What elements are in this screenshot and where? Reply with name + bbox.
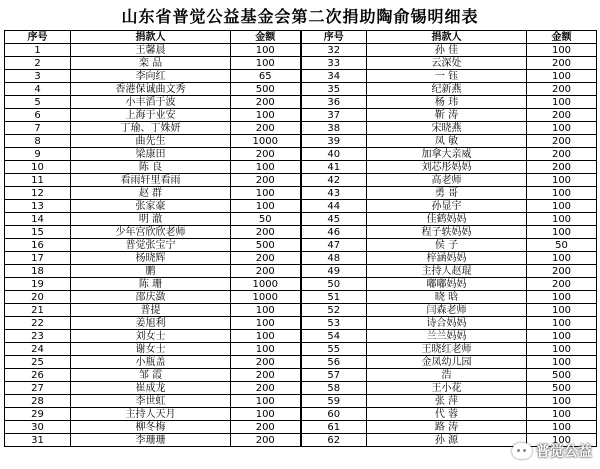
table-row — [5, 265, 597, 278]
cell-name: 上海于业安 — [71, 109, 231, 122]
cell-no: 62 — [301, 434, 367, 447]
table-row — [5, 44, 597, 57]
cell-no: 54 — [301, 330, 367, 343]
cell-no: 59 — [301, 395, 367, 408]
cell-amount: 100 — [231, 408, 301, 421]
cell-no: 28 — [5, 395, 71, 408]
cell-amount: 100 — [527, 44, 597, 57]
cell-name: 柳冬梅 — [71, 421, 231, 434]
cell-name: 浩 — [367, 369, 527, 382]
cell-name: 诗合妈妈 — [367, 317, 527, 330]
cell-name: 看雨轩里看雨 — [71, 174, 231, 187]
cell-name: 孙显宇 — [367, 200, 527, 213]
cell-no: 1 — [5, 44, 71, 57]
cell-name: 晓 晗 — [367, 291, 527, 304]
cell-name: 谢女士 — [71, 343, 231, 356]
cell-name: 路 涛 — [367, 421, 527, 434]
cell-no: 55 — [301, 343, 367, 356]
cell-amount: 100 — [527, 70, 597, 83]
cell-amount: 100 — [527, 226, 597, 239]
cell-amount: 100 — [231, 395, 301, 408]
cell-amount: 100 — [527, 317, 597, 330]
cell-amount: 200 — [527, 265, 597, 278]
cell-amount: 500 — [231, 239, 301, 252]
cell-amount: 100 — [527, 187, 597, 200]
cell-no: 15 — [5, 226, 71, 239]
table-row — [5, 291, 597, 304]
cell-amount: 100 — [527, 122, 597, 135]
cell-amount: 100 — [527, 395, 597, 408]
cell-no: 57 — [301, 369, 367, 382]
table-row — [5, 434, 597, 447]
table-row — [5, 226, 597, 239]
cell-name: 高老师 — [367, 174, 527, 187]
cell-no: 30 — [5, 421, 71, 434]
cell-amount: 100 — [231, 187, 301, 200]
cell-amount: 200 — [231, 96, 301, 109]
cell-no: 37 — [301, 109, 367, 122]
spreadsheet — [4, 4, 596, 466]
cell-amount: 200 — [231, 122, 301, 135]
cell-name: 栾 品 — [71, 57, 231, 70]
cell-amount: 200 — [527, 83, 597, 96]
cell-no: 3 — [5, 70, 71, 83]
cell-name: 嘟嘟妈妈 — [367, 278, 527, 291]
cell-no: 53 — [301, 317, 367, 330]
cell-no: 39 — [301, 135, 367, 148]
cell-amount: 200 — [527, 161, 597, 174]
cell-no: 43 — [301, 187, 367, 200]
cell-amount: 50 — [231, 213, 301, 226]
cell-amount: 100 — [527, 434, 597, 447]
cell-name: 杨晓辉 — [71, 252, 231, 265]
cell-name: 勇 哥 — [367, 187, 527, 200]
cell-name: 杨 玮 — [367, 96, 527, 109]
cell-amount: 100 — [527, 200, 597, 213]
cell-name: 刘女士 — [71, 330, 231, 343]
cell-name: 鹏 — [71, 265, 231, 278]
cell-no: 11 — [5, 174, 71, 187]
cell-amount: 1000 — [231, 278, 301, 291]
cell-name: 云深处 — [367, 57, 527, 70]
cell-name: 曲先生 — [71, 135, 231, 148]
cell-name: 梓涵妈妈 — [367, 252, 527, 265]
cell-no: 9 — [5, 148, 71, 161]
cell-no: 31 — [5, 434, 71, 447]
cell-name: 佳鹤妈妈 — [367, 213, 527, 226]
cell-name: 代 蓉 — [367, 408, 527, 421]
cell-name: 崔成龙 — [71, 382, 231, 395]
cell-name: 邵庆潋 — [71, 291, 231, 304]
cell-name: 金凤幼儿园 — [367, 356, 527, 369]
cell-amount: 100 — [527, 421, 597, 434]
cell-amount: 100 — [231, 161, 301, 174]
cell-no: 20 — [5, 291, 71, 304]
cell-no: 5 — [5, 96, 71, 109]
table-row — [5, 135, 597, 148]
cell-amount: 100 — [527, 96, 597, 109]
table-row — [5, 382, 597, 395]
cell-amount: 100 — [231, 304, 301, 317]
cell-amount: 100 — [527, 304, 597, 317]
cell-amount: 200 — [231, 252, 301, 265]
cell-amount: 100 — [231, 343, 301, 356]
cell-amount: 200 — [231, 356, 301, 369]
cell-name: 兰兰妈妈 — [367, 330, 527, 343]
cell-no: 40 — [301, 148, 367, 161]
table-row — [5, 200, 597, 213]
watermark-text: 普觉公益 — [536, 444, 592, 460]
cell-amount: 200 — [527, 135, 597, 148]
cell-no: 17 — [5, 252, 71, 265]
cell-name: 明 澈 — [71, 213, 231, 226]
cell-name: 主持人赵琨 — [367, 265, 527, 278]
header-amount: 金额 — [231, 31, 301, 44]
cell-amount: 1000 — [231, 291, 301, 304]
cell-amount: 200 — [231, 382, 301, 395]
cell-name: 一 钰 — [367, 70, 527, 83]
cell-name: 加拿大亲威 — [367, 148, 527, 161]
cell-name: 赵 群 — [71, 187, 231, 200]
cell-amount: 200 — [231, 369, 301, 382]
cell-no: 61 — [301, 421, 367, 434]
cell-no: 22 — [5, 317, 71, 330]
cell-no: 8 — [5, 135, 71, 148]
cell-no: 36 — [301, 96, 367, 109]
table-row — [5, 421, 597, 434]
cell-no: 25 — [5, 356, 71, 369]
cell-amount: 200 — [231, 226, 301, 239]
cell-no: 35 — [301, 83, 367, 96]
cell-no: 33 — [301, 57, 367, 70]
table-row — [5, 161, 597, 174]
cell-name: 凤 敏 — [367, 135, 527, 148]
cell-name: 程子轶妈妈 — [367, 226, 527, 239]
cell-name: 邹 霞 — [71, 369, 231, 382]
cell-no: 50 — [301, 278, 367, 291]
cell-amount: 100 — [527, 356, 597, 369]
cell-no: 6 — [5, 109, 71, 122]
table-row — [5, 109, 597, 122]
cell-amount: 500 — [527, 369, 597, 382]
cell-amount: 200 — [231, 265, 301, 278]
table-body — [5, 44, 597, 447]
table-row — [5, 174, 597, 187]
cell-amount: 100 — [527, 330, 597, 343]
cell-no: 42 — [301, 174, 367, 187]
cell-amount: 100 — [527, 252, 597, 265]
cell-name: 孙 源 — [367, 434, 527, 447]
table-row — [5, 408, 597, 421]
cell-amount: 100 — [527, 408, 597, 421]
cell-amount: 50 — [527, 239, 597, 252]
cell-amount: 100 — [231, 44, 301, 57]
cell-name: 张家豪 — [71, 200, 231, 213]
cell-amount: 100 — [527, 213, 597, 226]
table-row — [5, 213, 597, 226]
cell-no: 24 — [5, 343, 71, 356]
cell-name: 刘芯彤妈妈 — [367, 161, 527, 174]
table-row — [5, 330, 597, 343]
cell-no: 2 — [5, 57, 71, 70]
cell-name: 主持人天月 — [71, 408, 231, 421]
cell-no: 52 — [301, 304, 367, 317]
cell-name: 少年宫欣欣老师 — [71, 226, 231, 239]
cell-no: 47 — [301, 239, 367, 252]
table-row — [5, 356, 597, 369]
cell-no: 21 — [5, 304, 71, 317]
cell-no: 7 — [5, 122, 71, 135]
watermark — [512, 441, 592, 461]
header-row — [5, 31, 597, 44]
table-row — [5, 96, 597, 109]
table-row — [5, 83, 597, 96]
cell-amount: 100 — [527, 174, 597, 187]
cell-name: 香港保诚曲文秀 — [71, 83, 231, 96]
cell-no: 23 — [5, 330, 71, 343]
header-no: 序号 — [301, 31, 367, 44]
cell-no: 46 — [301, 226, 367, 239]
cell-name: 小瓶盖 — [71, 356, 231, 369]
header-name: 捐款人 — [71, 31, 231, 44]
cell-name: 梁康田 — [71, 148, 231, 161]
cell-name: 陈 珊 — [71, 278, 231, 291]
cell-no: 56 — [301, 356, 367, 369]
table-row — [5, 343, 597, 356]
cell-name: 宋晓燕 — [367, 122, 527, 135]
cell-amount: 200 — [231, 421, 301, 434]
cell-no: 58 — [301, 382, 367, 395]
cell-name: 王馨晨 — [71, 44, 231, 57]
table-row — [5, 187, 597, 200]
cell-no: 60 — [301, 408, 367, 421]
cell-no: 10 — [5, 161, 71, 174]
cell-name: 张 萍 — [367, 395, 527, 408]
cell-amount: 100 — [527, 343, 597, 356]
wechat-icon — [512, 443, 532, 459]
cell-amount: 200 — [231, 434, 301, 447]
cell-name: 李珊珊 — [71, 434, 231, 447]
table-title: 山东省普觉公益基金会第二次捐助陶俞锡明细表 — [121, 7, 479, 26]
cell-no: 51 — [301, 291, 367, 304]
cell-amount: 500 — [231, 83, 301, 96]
cell-amount: 65 — [231, 70, 301, 83]
cell-name: 普觉张宝宁 — [71, 239, 231, 252]
cell-amount: 200 — [527, 278, 597, 291]
cell-no: 27 — [5, 382, 71, 395]
cell-no: 19 — [5, 278, 71, 291]
cell-name: 姜旭利 — [71, 317, 231, 330]
table-row — [5, 70, 597, 83]
cell-name: 李向红 — [71, 70, 231, 83]
table-row — [5, 122, 597, 135]
cell-amount: 200 — [527, 109, 597, 122]
cell-name: 王晓红老师 — [367, 343, 527, 356]
cell-no: 34 — [301, 70, 367, 83]
cell-no: 41 — [301, 161, 367, 174]
cell-amount: 100 — [231, 317, 301, 330]
cell-no: 16 — [5, 239, 71, 252]
cell-name: 普提 — [71, 304, 231, 317]
cell-amount: 200 — [231, 174, 301, 187]
header-no: 序号 — [5, 31, 71, 44]
table-row — [5, 239, 597, 252]
cell-amount: 200 — [231, 148, 301, 161]
table-row — [5, 278, 597, 291]
cell-no: 48 — [301, 252, 367, 265]
cell-name: 闫森老师 — [367, 304, 527, 317]
table-row — [5, 395, 597, 408]
cell-amount: 200 — [527, 148, 597, 161]
cell-no: 38 — [301, 122, 367, 135]
cell-no: 45 — [301, 213, 367, 226]
table-row — [5, 317, 597, 330]
cell-amount: 100 — [231, 109, 301, 122]
cell-name: 陈 良 — [71, 161, 231, 174]
header-name: 捐款人 — [367, 31, 527, 44]
cell-no: 12 — [5, 187, 71, 200]
cell-amount: 100 — [231, 330, 301, 343]
table-row — [5, 304, 597, 317]
cell-amount: 1000 — [231, 135, 301, 148]
cell-name: 纪新燕 — [367, 83, 527, 96]
cell-amount: 100 — [231, 200, 301, 213]
cell-no: 14 — [5, 213, 71, 226]
cell-no: 13 — [5, 200, 71, 213]
cell-amount: 500 — [527, 382, 597, 395]
cell-no: 4 — [5, 83, 71, 96]
cell-name: 孙 佳 — [367, 44, 527, 57]
cell-no: 49 — [301, 265, 367, 278]
cell-no: 32 — [301, 44, 367, 57]
cell-name: 李世虹 — [71, 395, 231, 408]
table-row — [5, 252, 597, 265]
cell-no: 29 — [5, 408, 71, 421]
cell-name: 王小花 — [367, 382, 527, 395]
cell-amount: 100 — [231, 57, 301, 70]
donation-table — [4, 30, 597, 447]
header-amount: 金额 — [527, 31, 597, 44]
cell-no: 44 — [301, 200, 367, 213]
cell-name: 丁瑜、丁姝妍 — [71, 122, 231, 135]
cell-no: 26 — [5, 369, 71, 382]
cell-no: 18 — [5, 265, 71, 278]
table-row — [5, 369, 597, 382]
table-row — [5, 57, 597, 70]
cell-name: 靳 涛 — [367, 109, 527, 122]
cell-name: 侯 子 — [367, 239, 527, 252]
cell-name: 小丰滔于波 — [71, 96, 231, 109]
cell-amount: 200 — [527, 57, 597, 70]
cell-amount: 100 — [527, 291, 597, 304]
table-row — [5, 148, 597, 161]
